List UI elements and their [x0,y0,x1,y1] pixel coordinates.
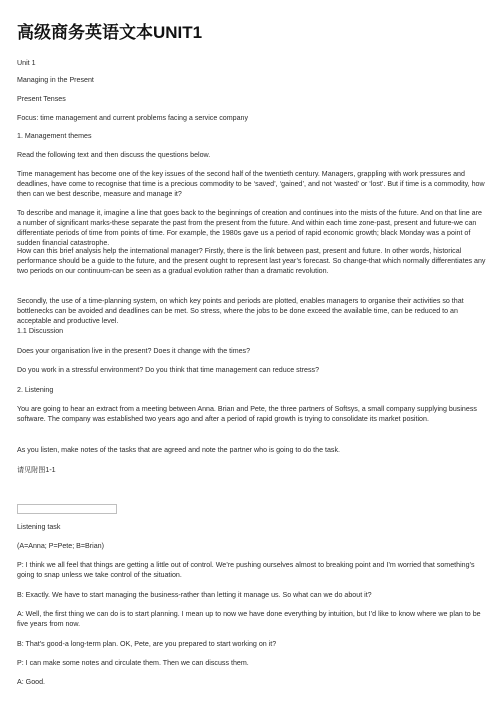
dialogue-line: P: I think we all feel that things are getting a little out of control. We’re pushing ourselves almost to breaking point and I’m worried that something’s going to snap unless we take control of the situation. [17,561,475,580]
figure-image-placeholder [17,504,117,514]
section-heading: 1.1 Discussion [17,327,64,335]
body-paragraph: Time management has become one of the key issues of the second half of the twentieth century. Managers, grappling with work pressures and deadlines, have come to recognise that time is a precious commodity to be ‘saved’, ‘gained’, and not ‘wasted’ or ‘lost’. But if time is a commodity, how then can we best describe, measure and manage it? [17,170,485,199]
dialogue-line: B: Exactly. We have to start managing the business-rather than letting it manage us. So what can we do about it? [17,591,372,599]
dialogue-line: P: I can make some notes and circulate them. Then we can discuss them. [17,659,249,667]
discussion-question: Does your organisation live in the present? Does it change with the times? [17,347,251,355]
dialogue-line: B: That’s good-a long-term plan. OK, Pete, are you prepared to start working on it? [17,640,277,648]
unit-label: Unit 1 [17,59,36,67]
instruction-paragraph: Read the following text and then discuss the questions below. [17,151,211,159]
dialogue-line: A: Well, the first thing we can do is to start planning. I mean up to now we have done everything by intuition, but I’d like to know where we plan to be five years from now. [17,610,481,629]
body-paragraph: How can this brief analysis help the international manager? Firstly, there is the link between past, present and future. In other words, historical performance should be a guide to the future, and the present ought to represent last year’s forecast. So change-that which normally differentiates any two periods on our continuum-can be seen as a gradual evolution rather than a dramatic revolution. [17,247,486,276]
speaker-key: (A=Anna; P=Pete; B=Brian) [17,542,104,550]
dialogue-line: A: Good. [17,678,45,686]
focus-line: Focus: time management and current problems facing a service company [17,114,249,122]
unit-subtitle: Managing in the Present [17,76,94,84]
section-heading: 2. Listening [17,386,54,394]
section-heading: Listening task [17,523,61,531]
section-heading: Present Tenses [17,95,66,103]
body-paragraph: Secondly, the use of a time-planning system, on which key points and periods are plotted, enables managers to organise their activities so that bottlenecks can be avoided and deadlines can be met. So stress, where the jobs to be done exceed the available time, can be reduced to an acceptable and productive level. [17,297,464,326]
discussion-question: Do you work in a stressful environment? Do you think that time management can reduce stress? [17,366,320,374]
document-title: 高级商务英语文本UNIT1 [17,23,203,42]
body-paragraph: You are going to hear an extract from a meeting between Anna. Brian and Pete, the three partners of Softsys, a small company supplying business software. The company was established two years ago and after a period of rapid growth is trying to consolidate its market position. [17,405,477,424]
figure-reference: 请见附图1-1 [17,466,56,474]
section-heading: 1. Management themes [17,132,92,140]
body-paragraph: To describe and manage it, imagine a line that goes back to the beginnings of creation and continues into the mists of the future. And on that line are a number of significant marks-these separate the past from the present from the future. And within each time zone-past, present and future-we can differentiate periods of time from points of time. For example, the 1980s gave us a period of rapid economic growth; black Monday was a point of sudden financial catastrophe. [17,209,482,248]
instruction-paragraph: As you listen, make notes of the tasks that are agreed and note the partner who is going to do the task. [17,446,340,454]
